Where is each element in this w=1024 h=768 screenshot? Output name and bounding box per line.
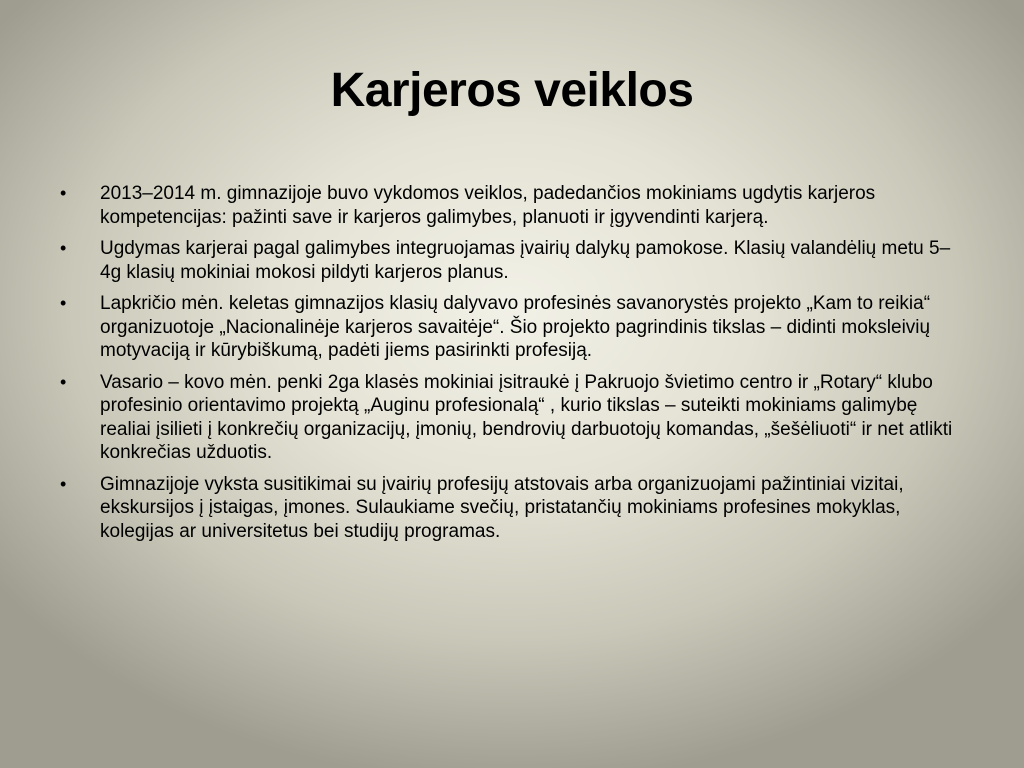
bullet-item: [0, 182, 1024, 229]
bullet-marker-icon: •: [60, 473, 67, 494]
bullet-text: 2013–2014 m. gimnazijoje buvo vykdomos veiklos, padedančios mokiniams ugdytis karjeros kompetencijas: pažinti save ir karjeros galimybes, planuoti ir įgyvendinti karjerą.: [100, 183, 876, 228]
bullet-list: [0, 182, 1024, 551]
bullet-marker-icon: •: [60, 183, 67, 203]
bullet-text: Vasario – kovo mėn. penki 2ga klasės mokiniai įsitraukė į Pakruojo švietimo centro ir „Rotary“ klubo profesinio orientavimo projektą „Auginu profesionalą“ , kurio tikslas – suteikti mokiniams galimybę realiai įsilieti į konkrečių organizacijų, įmonių, bendrovių darbuotojų komandas, „šešėliuoti“ ir net atlikti konkrečias užduotis.: [100, 371, 953, 463]
bullet-item: [0, 237, 1024, 284]
bullet-text: Gimnazijoje vyksta susitikimai su įvairių profesijų atstovais arba organizuojami pažintiniai vizitai, ekskursijos į įstaigas, įmones. Sulaukiame svečių, pristatančių mokiniams profesines mokyklas, kolegijas ar universitetus bei studijų programas.: [100, 473, 904, 542]
bullet-text: Lapkričio mėn. keletas gimnazijos klasių dalyvavo profesinės savanorystės projekto „Kam to reikia“ organizuotoje „Nacionalinėje karjeros savaitėje“. Šio projekto pagrindinis tikslas – didinti moksleivių motyvaciją ir kūrybiškumą, padėti jiems pasirinkti profesiją.: [100, 293, 931, 361]
bullet-marker-icon: •: [60, 293, 67, 313]
bullet-item: [0, 473, 1024, 544]
bullet-marker-icon: •: [60, 371, 67, 392]
bullet-item: [0, 371, 1024, 465]
bullet-item: [0, 292, 1024, 363]
slide-title: Karjeros veiklos: [330, 64, 694, 117]
bullet-text: Ugdymas karjerai pagal galimybes integruojamas įvairių dalykų pamokose. Klasių valandėlių metu 5–4g klasių mokiniai mokosi pildyti karjeros planus.: [100, 238, 951, 283]
bullet-marker-icon: •: [60, 238, 67, 258]
